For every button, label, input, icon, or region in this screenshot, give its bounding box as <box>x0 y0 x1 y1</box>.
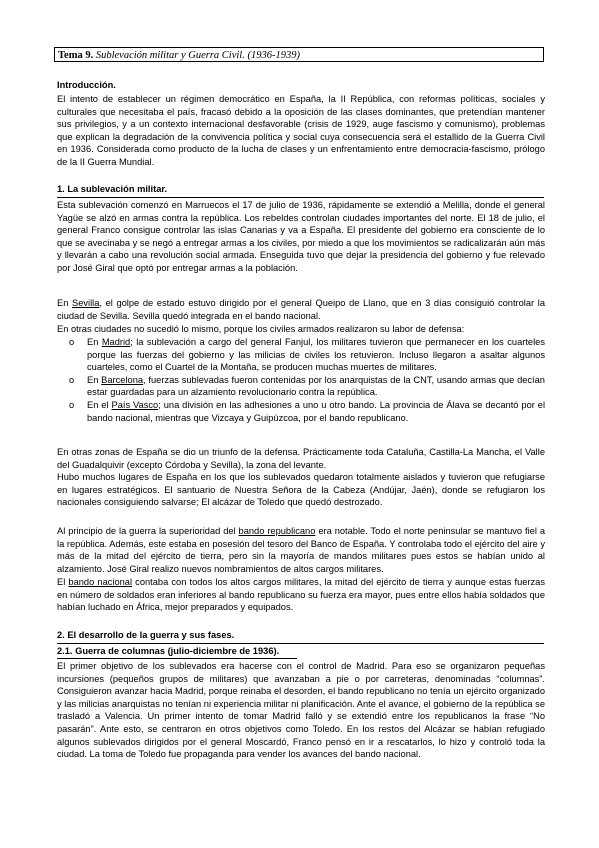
section2-heading-rule <box>57 643 544 644</box>
topic-title: Sublevación militar y Guerra Civil. (1936-1939) <box>95 50 300 61</box>
bullet-mark: o <box>69 337 75 347</box>
intro-paragraph: El intento de establecer un régimen democrático en España, la II República, con reformas políticas, sociales y culturales que necesitaba el país, fracasó debido a la oposición de las clases dominantes, que pretendían mantener sus privilegios, y a un contexto internacional desfavorable (crisis de 1929, auge fascismo y comunismo), problemas que explican la degradación de la convivencia política y social cuya consecuencia será el estallido de la Guerra Civil en 1936. Considerada como producto de la lucha de clases y un enfrentamiento entre democracia-fascismo, prólogo de la II Guerra Mundial. <box>57 94 545 167</box>
section2-subheading: 2.1. Guerra de columnas (julio-diciembre de 1936). <box>57 646 280 656</box>
bando-republicano-term: bando republicano <box>238 526 316 536</box>
place-pais-vasco: País Vasco <box>111 399 159 410</box>
place-madrid: Madrid <box>101 337 131 347</box>
section1-paragraph-3: En otras ciudades no sucedió lo mismo, porque los civiles armados realizaron su labor de defensa: <box>57 324 465 334</box>
section1-heading-rule <box>57 197 544 198</box>
section1-paragraph-1: Esta sublevación comenzó en Marruecos el 17 de julio de 1936, rápidamente se extendió a Melilla, donde el general Yagüe se alzó en armas contra la república. Los rebeldes controlan ciudades importantes del norte. El 18 de julio, el general Franco consigue controlar las islas Canarias y va a España. El presidente del gobierno era consciente de lo que se avecinaba y se negó a entregar armas a los civiles, por miedo a que los movimientos se radicalizarán aún más y llevarán a cabo una revolución social armada. Enseguida tuvo que dejar la presidencia del gobierno y fue relevado por José Giral que optó por entregar armas a la población. <box>57 200 545 273</box>
bullet-mark: o <box>69 374 75 385</box>
section2-heading: 2. El desarrollo de la guerra y sus fases. <box>57 630 235 640</box>
list-item-barcelona: o En Barcelona, fuerzas sublevadas fueron contenidas por los anarquistas de la CNT, usando armas que decían estar guardadas para un alzamiento revolucionario contra la república. <box>69 374 545 398</box>
section1-paragraph-4: En otras zonas de España se dio un triunfo de la defensa. Prácticamente toda Cataluña, Castilla-La Mancha, el Valle del Guadalquivir (excepto Córdoba y Sevilla), la zona del levante. <box>57 447 545 470</box>
topic-title-box <box>54 47 544 62</box>
place-sevilla: Sevilla <box>72 298 100 308</box>
place-barcelona: Barcelona <box>101 374 144 385</box>
defense-list <box>57 336 545 424</box>
section1-paragraph-republicano: Al principio de la guerra la superioridad del bando republicano era notable. Todo el norte peninsular se mantuvo fiel a la república. Además, este estaba en posesión del tesoro del Banco de España. Y controlaba todo el ejército del aire y más de la mitad del ejército de tierra, pero sin la mayoría de mandos militares pues estos se habían unido al alzamiento. José Giral realizo nuevos nombramientos de altos cargos militares. <box>57 526 546 574</box>
section2-subheading-rule <box>57 658 297 659</box>
section1-paragraph-nacional: El bando nacional contaba con todos los altos cargos militares, la mitad del ejército de tierra y aunque estas fuerzas en número de soldados eran inferiores al bando republicano su fuerza era mayor, pues entre ellos había soldados que habían luchado en África, mejor preparados y equipados. <box>57 577 545 613</box>
topic-label: Tema 9. <box>58 50 94 61</box>
bando-nacional-term: bando nacional <box>68 577 133 587</box>
section2-paragraph-1: El primer objetivo de los sublevados era hacerse con el control de Madrid. Para eso se organizaron pequeñas incursiones (pequeños grupos de militares) que avanzaban a pie o por carreteras, denominadas “columnas”. Consiguieron avanzar hacia Madrid, porque reinaba el desorden, el bando republicano no tenía un ejército organizado y las milicias anarquistas no tenían ni experiencia militar ni planificación. Ante el avance, el gobierno de la república se trasladó a Valencia. Un primer intento de tomar Madrid falló y se extendió entre los republicanos la frase “No pasarán”. Ante esto, se centraron en otros objetivos como Toledo. En los restos del Alcázar se habían refugiado algunos sublevados dirigidos por el general Moscardó, Franco pensó en ir a rescatarlos, lo hizo y controló toda la ciudad. La toma de Toledo fue propaganda para vender los avances del bando nacional. <box>57 661 545 760</box>
bullet-mark: o <box>69 399 75 410</box>
section1-paragraph-sevilla: En Sevilla, el golpe de estado estuvo dirigido por el general Queipo de Llano, que en 3 días consiguió controlar la ciudad de Sevilla. Sevilla quedó integrada en el bando nacional. <box>57 298 545 321</box>
intro-heading: Introducción. <box>57 80 116 90</box>
section1-paragraph-5: Hubo muchos lugares de España en los que los sublevados quedaron totalmente aislados y tuvieron que refugiarse en lugares estratégicos. El santuario de Nuestra Señora de la Cabeza (Andújar, Jaén), donde se refugiaron los nacionales consiguiendo salvarse; El alcázar de Toledo que quedó destrozado. <box>57 472 545 508</box>
list-item-pais-vasco: o En el País Vasco; una división en las adhesiones a uno u otro bando. La provincia de Álava se decantó por el bando nacional, mientras que Vizcaya y Guipúzcoa, por el bando republicano. <box>69 399 546 423</box>
list-item-madrid: o En Madrid; la sublevación a cargo del general Fanjul, los militares tuvieron que permanecer en los cuarteles porque las fuerzas del gobierno y las milicias de civiles los retuvieron. Incluso llegaron a asaltar algunos cuarteles, como el Cuartel de la Montaña, se producen muchas muertes de militares. <box>69 337 545 373</box>
section1-heading: 1. La sublevación militar. <box>57 184 168 194</box>
